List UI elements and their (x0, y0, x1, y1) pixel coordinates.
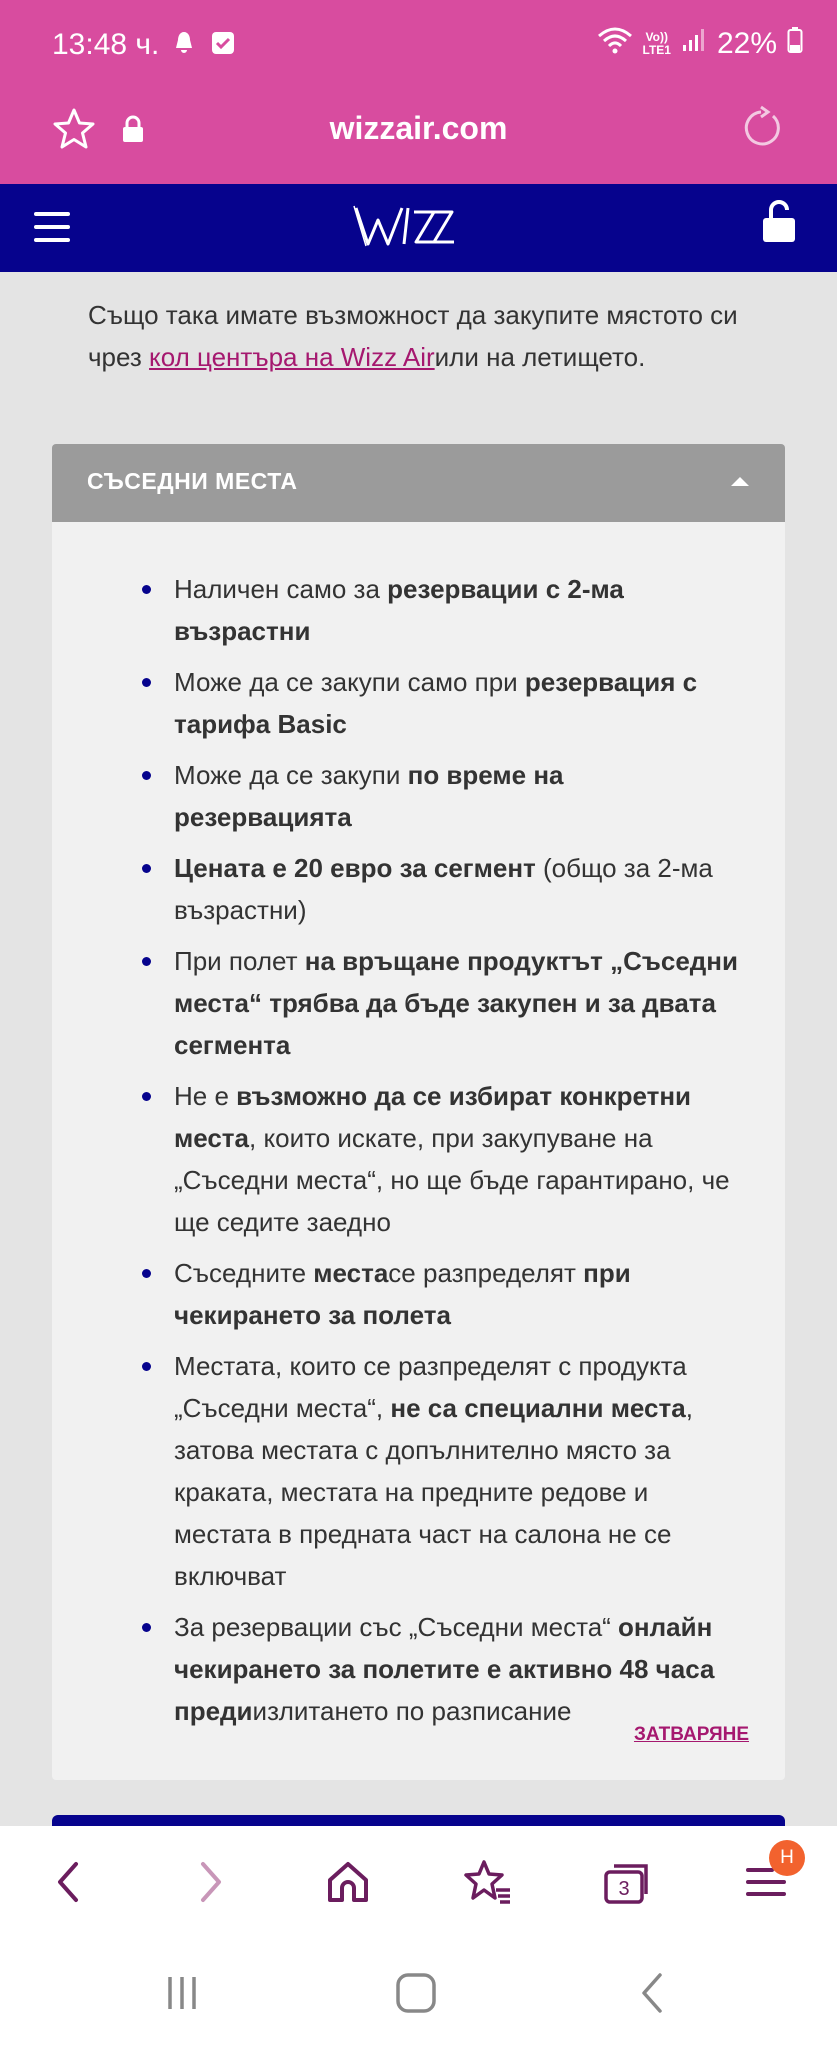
unlock-icon[interactable] (761, 200, 797, 249)
accordion-header-adjacent-seats[interactable] (52, 444, 785, 522)
call-center-link[interactable]: кол центъра на Wizz Air (149, 342, 435, 372)
check-icon (210, 30, 236, 61)
caret-up-icon (731, 477, 749, 486)
reload-icon[interactable] (737, 104, 785, 157)
network-type: Vo)) LTE1 (642, 30, 671, 57)
notification-icon (172, 30, 196, 61)
accordion-title: СЪСЕДНИ МЕСТА (87, 468, 298, 494)
intro-text: Също така имате възможност да закупите мястото си чрез кол центъра на Wizz Airили на летището. (88, 300, 738, 372)
wifi-icon (597, 26, 633, 62)
feature-item: Не е възможно да се избират конкретни места, които искате, при закупуване на „Съседни места“, но ще бъде гарантирано, че ще седите заедно (52, 1075, 785, 1243)
feature-item: Може да се закупи само при резервация с тарифа Basic (52, 661, 785, 745)
feature-item: Цената е 20 евро за сегмент (общо за 2-ма възрастни) (52, 847, 785, 931)
home-button[interactable] (320, 1854, 376, 1910)
status-time: 13:48 ч. (52, 28, 160, 61)
feature-item: При полет на връщане продуктът „Съседни места“ трябва да бъде закупен и за двата сегмента (52, 940, 785, 1066)
feature-item: Съседните местасе разпределят при чекирането за полета (52, 1252, 785, 1336)
url-text[interactable]: wizzair.com (329, 110, 508, 146)
battery-icon (787, 26, 803, 62)
forward-button[interactable] (183, 1854, 239, 1910)
feature-item: Може да се закупи по време на резервацията (52, 754, 785, 838)
system-nav-bar (0, 1936, 837, 2048)
feature-item: За резервации със „Съседни места“ онлайн чекирането за полетите е активно 48 часа предиизлитането по разписание (52, 1606, 785, 1732)
battery-percent: 22% (716, 27, 777, 60)
feature-item: Местата, които се разпределят с продукта „Съседни места“, не са специални места, затова местата с допълнително място за краката, местата на предните редове и местата в предната част на салона не се включват (52, 1345, 785, 1597)
feature-item: Наличен само за резервации с 2-ма възрастни (52, 568, 785, 652)
home-nav-button[interactable] (386, 1966, 446, 2020)
browser-toolbar (0, 1826, 837, 1936)
signal-icon (681, 27, 707, 61)
wizz-logo[interactable] (352, 200, 456, 257)
back-nav-button[interactable] (622, 1966, 682, 2020)
tabs-count: 3 (618, 1878, 630, 1900)
menu-badge: Н (769, 1840, 805, 1876)
close-button[interactable]: ЗАТВАРЯНЕ (633, 1724, 749, 1745)
feature-list (52, 568, 785, 1741)
back-button[interactable] (40, 1854, 96, 1910)
tabs-button[interactable] (600, 1854, 656, 1910)
status-bar (0, 0, 837, 92)
recent-apps-button[interactable] (152, 1966, 212, 2020)
bookmarks-button[interactable] (460, 1854, 516, 1910)
menu-icon[interactable] (34, 212, 70, 242)
accordion-body (52, 522, 785, 1780)
